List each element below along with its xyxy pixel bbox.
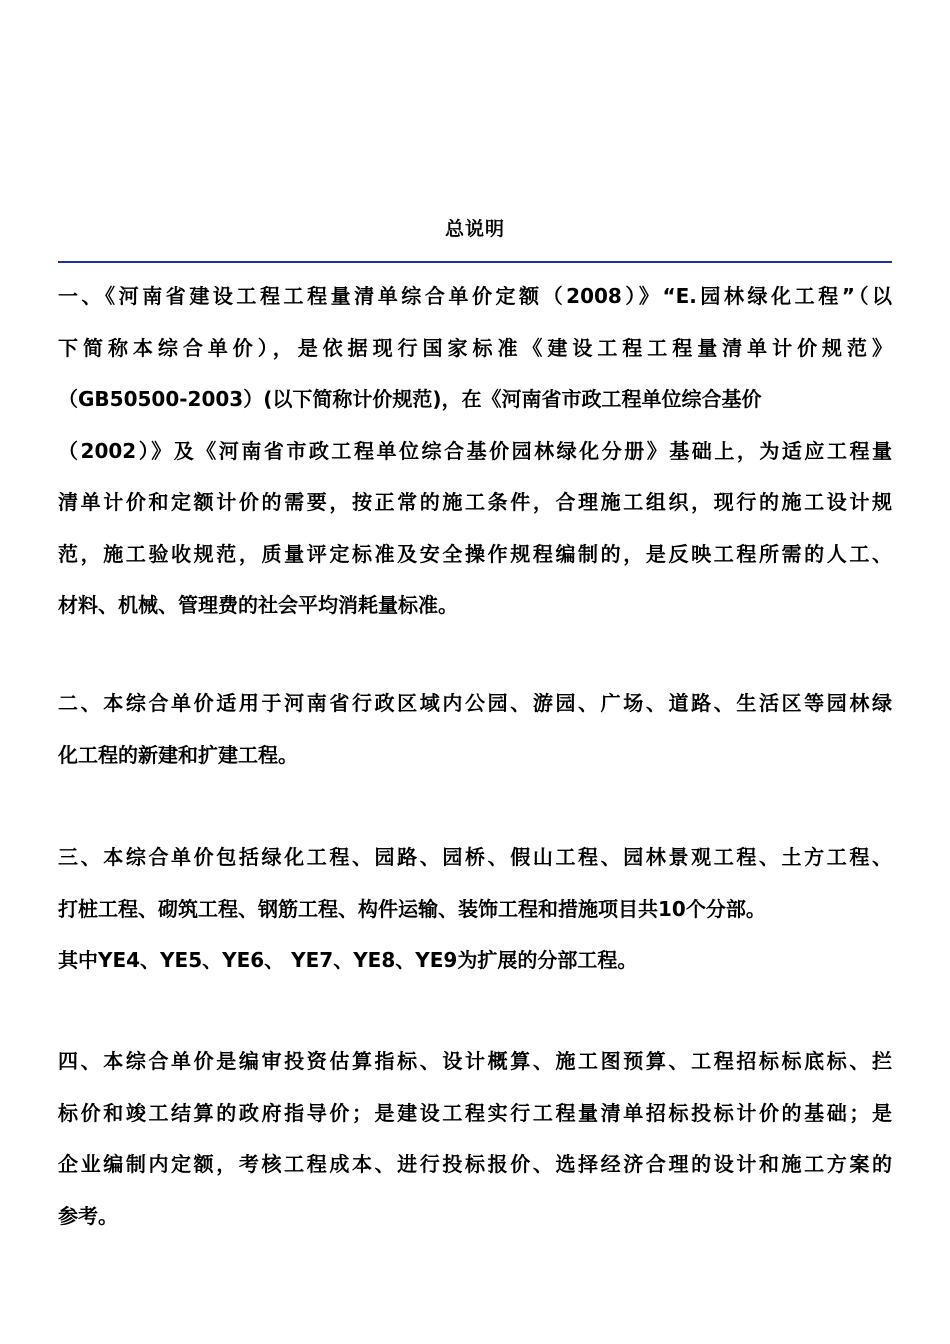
paragraph-4-line-4: 参考。 bbox=[58, 1203, 118, 1228]
paragraph-1-line-7: 材料、机械、管理费的社会平均消耗量标准。 bbox=[58, 593, 458, 617]
paragraph-1-line-4: （2002）》及《河南省市政工程单位综合基价园林绿化分册》基础上，为适应工程量 bbox=[58, 438, 892, 463]
page-title: 总说明 bbox=[444, 218, 505, 240]
paragraph-1-line-2: 下简称本综合单价），是依据现行国家标准《建设工程工程量清单计价规范》 bbox=[58, 335, 892, 360]
paragraph-1 bbox=[58, 271, 892, 632]
paragraph-1-line-1: 一、《河南省建设工程工程量清单综合单价定额（2008）》“E.园林绿化工程”（以 bbox=[58, 284, 892, 308]
paragraph-4-line-3: 企业编制内定额，考核工程成本、进行投标报价、选择经济合理的设计和施工方案的 bbox=[58, 1152, 892, 1176]
paragraph-2-line-1: 二、本综合单价适用于河南省行政区域内公园、游园、广场、道路、生活区等园林绿 bbox=[58, 691, 892, 715]
paragraph-3-line-1: 三、本综合单价包括绿化工程、园路、园桥、假山工程、园林景观工程、土方工程、 bbox=[58, 845, 892, 869]
paragraph-1-line-5: 清单计价和定额计价的需要，按正常的施工条件，合理施工组织，现行的施工设计规 bbox=[58, 490, 892, 514]
paragraph-4-line-1: 四、本综合单价是编审投资估算指标、设计概算、施工图预算、工程招标标底标、拦 bbox=[58, 1049, 892, 1073]
paragraph-2-line-2: 化工程的新建和扩建工程。 bbox=[58, 742, 298, 767]
paragraph-3-line-2: 打桩工程、砌筑工程、钢筋工程、构件运输、装饰工程和措施项目共10个分部。 bbox=[58, 896, 766, 921]
paragraph-2 bbox=[58, 678, 892, 781]
paragraph-1-line-3: （GB50500-2003）(以下简称计价规范)，在《河南省市政工程单位综合基价 bbox=[58, 387, 762, 411]
paragraph-3-line-3: 其中YE4、YE5、YE6、 YE7、YE8、YE9为扩展的分部工程。 bbox=[58, 948, 638, 972]
paragraph-4 bbox=[58, 1036, 892, 1242]
title-divider bbox=[58, 261, 892, 263]
paragraph-3 bbox=[58, 832, 892, 987]
paragraph-4-line-2: 标价和竣工结算的政府指导价；是建设工程实行工程量清单招标投标计价的基础；是 bbox=[58, 1100, 892, 1125]
paragraph-1-line-6: 范，施工验收规范，质量评定标准及安全操作规程编制的，是反映工程所需的人工、 bbox=[58, 541, 892, 566]
